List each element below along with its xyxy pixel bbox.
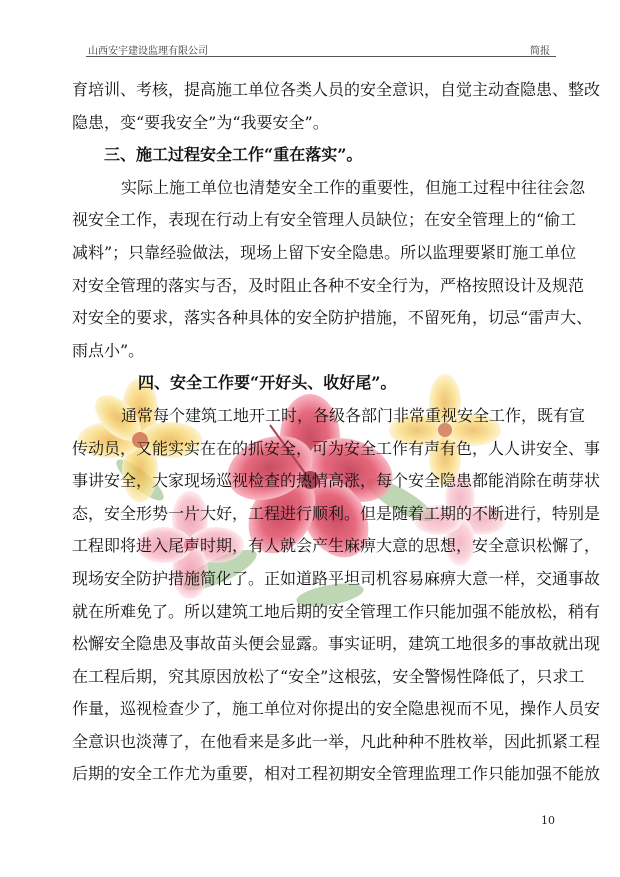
text-line: 事讲安全，大家现场巡视检查的热情高涨，每个安全隐患都能消除在萌芽状: [72, 471, 601, 491]
text-line: 松懈安全隐患及事故苗头便会显露。事实证明，建筑工地很多的事故就出现: [72, 634, 601, 654]
text-line: 工程即将进入尾声时期，有人就会产生麻痹大意的思想，安全意识松懈了，: [72, 536, 601, 556]
page-number: 10: [541, 814, 555, 827]
text-line: 实际上施工单位也清楚安全工作的重要性，但施工过程中往往会忽: [121, 177, 586, 197]
text-line: 现场安全防护措施简化了。正如道路平坦司机容易麻痹大意一样，交通事故: [72, 568, 601, 588]
page-header: [86, 30, 556, 57]
text-line: 雨点小”。: [72, 340, 145, 360]
text-line: 全意识也淡薄了，在他看来是多此一举，凡此种种不胜枚举，因此抓紧工程: [72, 731, 601, 751]
text-line: 态，安全形势一片大好，工程进行顺利。但是随着工期的不断进行，特别是: [72, 503, 601, 523]
text-line: 通常每个建筑工地开工时，各级各部门非常重视安全工作，既有宣: [121, 405, 586, 425]
text-line: 就在所难免了。所以建筑工地后期的安全管理工作只能加强不能放松，稍有: [72, 601, 601, 621]
section-heading: 三、施工过程安全工作“重在落实”。: [104, 145, 363, 165]
company-name: 山西安宇建设监理有限公司: [88, 46, 208, 57]
body-text: [72, 74, 601, 791]
text-line: 视安全工作，表现在行动上有安全管理人员缺位；在安全管理上的“偷工: [72, 210, 577, 230]
document-type: 简报: [530, 46, 550, 57]
text-line: 对安全管理的落实与否，及时阻止各种不安全行为，严格按照设计及规范: [72, 275, 585, 295]
text-line: 在工程后期，究其原因放松了“安全”这根弦，安全警惕性降低了，只求工: [72, 666, 585, 686]
section-heading: 四、安全工作要“开好头、收好尾”。: [138, 373, 397, 393]
text-line: 后期的安全工作尤为重要，相对工程初期安全管理监理工作只能加强不能放: [72, 764, 601, 784]
text-line: 传动员，又能实实在在的抓安全，可为安全工作有声有色，人人讲安全、事: [72, 438, 601, 458]
text-line: 作量，巡视检查少了，施工单位对你提出的安全隐患视而不见，操作人员安: [72, 699, 601, 719]
text-line: 对安全的要求，落实各种具体的安全防护措施，不留死角，切忌“雷声大、: [72, 308, 593, 328]
text-line: 减料”；只靠经验做法，现场上留下安全隐患。所以监理要紧盯施工单位: [72, 242, 577, 262]
text-line: 育培训、考核，提高施工单位各类人员的安全意识，自觉主动查隐患、整改: [72, 80, 601, 99]
text-line: 隐患，变“要我安全”为“我要安全”。: [72, 112, 329, 132]
